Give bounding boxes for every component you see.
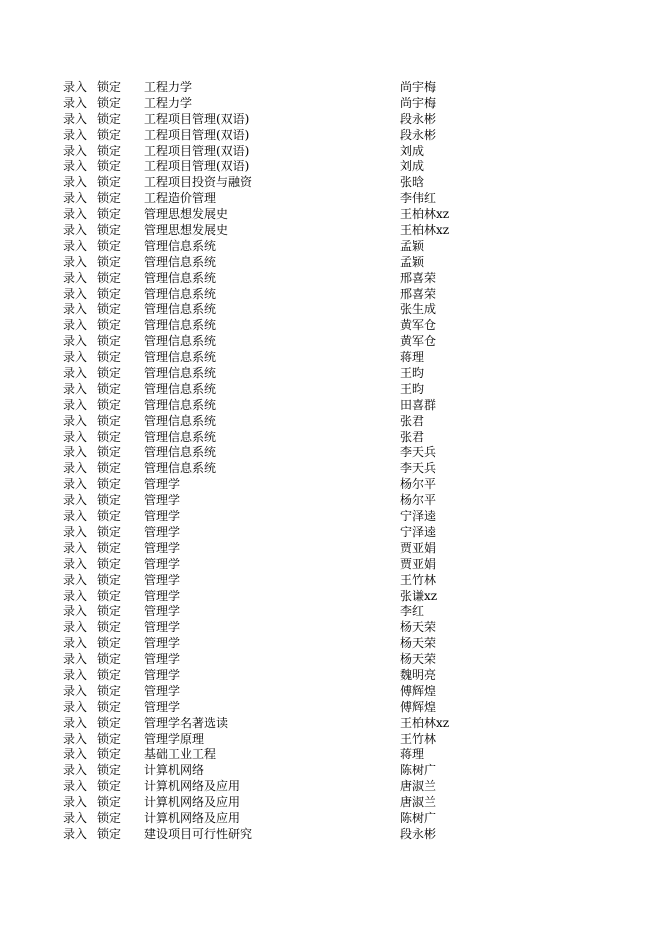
table-row xyxy=(0,732,662,748)
lock-cell: 锁定 xyxy=(97,620,122,635)
lock-cell: 锁定 xyxy=(97,286,122,301)
course-name-cell: 工程项目管理(双语) xyxy=(144,111,250,126)
table-row xyxy=(0,175,662,191)
course-name-cell: 管理信息系统 xyxy=(144,429,217,444)
teacher-name-cell: 邢喜荣 xyxy=(400,270,437,285)
teacher-name-cell: 邢喜荣 xyxy=(400,286,437,301)
course-name-cell: 管理信息系统 xyxy=(144,381,217,396)
lock-cell: 锁定 xyxy=(97,397,122,412)
course-name-cell: 管理信息系统 xyxy=(144,366,217,381)
status-cell: 录入 xyxy=(63,652,88,667)
status-cell: 录入 xyxy=(63,795,88,810)
teacher-name-cell: 张晗 xyxy=(400,175,425,190)
table-row xyxy=(0,604,662,620)
lock-cell: 锁定 xyxy=(97,350,122,365)
lock-cell: 锁定 xyxy=(97,191,122,206)
teacher-name-cell: 田喜群 xyxy=(400,397,437,412)
course-name-cell: 管理学 xyxy=(144,524,181,539)
status-cell: 录入 xyxy=(63,556,88,571)
table-row xyxy=(0,525,662,541)
table-row xyxy=(0,684,662,700)
table-row xyxy=(0,302,662,318)
status-cell: 录入 xyxy=(63,286,88,301)
teacher-name-cell: 李红 xyxy=(400,604,425,619)
lock-cell: 锁定 xyxy=(97,254,122,269)
teacher-name-cell: 孟颖 xyxy=(400,238,425,253)
lock-cell: 锁定 xyxy=(97,715,122,730)
teacher-name-cell: 李天兵 xyxy=(400,461,437,476)
table-row xyxy=(0,287,662,303)
course-name-cell: 管理信息系统 xyxy=(144,413,217,428)
lock-cell: 锁定 xyxy=(97,795,122,810)
teacher-name-cell: 杨尔平 xyxy=(400,477,437,492)
status-cell: 录入 xyxy=(63,731,88,746)
teacher-name-cell: 张生成 xyxy=(400,302,437,317)
teacher-name-cell: 傅辉煌 xyxy=(400,683,437,698)
course-name-cell: 工程项目管理(双语) xyxy=(144,127,250,142)
status-cell: 录入 xyxy=(63,80,88,94)
teacher-name-cell: 王昀 xyxy=(400,381,425,396)
lock-cell: 锁定 xyxy=(97,572,122,587)
course-name-cell: 管理信息系统 xyxy=(144,318,217,333)
teacher-name-cell: 孟颖 xyxy=(400,254,425,269)
teacher-name-cell: 王柏林xz xyxy=(400,207,450,222)
lock-cell: 锁定 xyxy=(97,143,122,158)
table-row xyxy=(0,573,662,589)
teacher-name-cell: 王竹林 xyxy=(400,572,437,587)
teacher-name-cell: 段永彬 xyxy=(400,826,437,841)
lock-cell: 锁定 xyxy=(97,683,122,698)
lock-cell: 锁定 xyxy=(97,334,122,349)
teacher-name-cell: 蒋理 xyxy=(400,747,425,762)
course-name-cell: 管理信息系统 xyxy=(144,445,217,460)
teacher-name-cell: 张君 xyxy=(400,429,425,444)
table-row xyxy=(0,589,662,605)
lock-cell: 锁定 xyxy=(97,763,122,778)
status-cell: 录入 xyxy=(63,509,88,524)
status-cell: 录入 xyxy=(63,636,88,651)
lock-cell: 锁定 xyxy=(97,540,122,555)
course-name-cell: 工程项目投资与融资 xyxy=(144,175,253,190)
course-name-cell: 管理学 xyxy=(144,540,181,555)
teacher-name-cell: 贾亚娟 xyxy=(400,540,437,555)
lock-cell: 锁定 xyxy=(97,95,122,110)
lock-cell: 锁定 xyxy=(97,477,122,492)
table-row xyxy=(0,398,662,414)
course-name-cell: 管理学 xyxy=(144,667,181,682)
status-cell: 录入 xyxy=(63,620,88,635)
teacher-name-cell: 段永彬 xyxy=(400,127,437,142)
status-cell: 录入 xyxy=(63,477,88,492)
teacher-name-cell: 魏明亮 xyxy=(400,667,437,682)
lock-cell: 锁定 xyxy=(97,556,122,571)
status-cell: 录入 xyxy=(63,667,88,682)
table-row xyxy=(0,191,662,207)
status-cell: 录入 xyxy=(63,429,88,444)
teacher-name-cell: 尚宇梅 xyxy=(400,95,437,110)
course-name-cell: 管理信息系统 xyxy=(144,350,217,365)
course-name-cell: 计算机网络 xyxy=(144,763,205,778)
table-row xyxy=(0,763,662,779)
table-row xyxy=(0,747,662,763)
status-cell: 录入 xyxy=(63,238,88,253)
table-row xyxy=(0,207,662,223)
course-name-cell: 管理学 xyxy=(144,620,181,635)
course-name-cell: 工程项目管理(双语) xyxy=(144,143,250,158)
status-cell: 录入 xyxy=(63,191,88,206)
lock-cell: 锁定 xyxy=(97,810,122,825)
teacher-name-cell: 宁泽逵 xyxy=(400,524,437,539)
teacher-name-cell: 张谦xz xyxy=(400,588,438,603)
status-cell: 录入 xyxy=(63,763,88,778)
course-name-cell: 工程力学 xyxy=(144,95,193,110)
course-name-cell: 管理信息系统 xyxy=(144,302,217,317)
status-cell: 录入 xyxy=(63,461,88,476)
lock-cell: 锁定 xyxy=(97,667,122,682)
course-name-cell: 管理学 xyxy=(144,636,181,651)
table-row xyxy=(0,557,662,573)
lock-cell: 锁定 xyxy=(97,747,122,762)
lock-cell: 锁定 xyxy=(97,223,122,238)
teacher-name-cell: 王柏林xz xyxy=(400,223,450,238)
table-row xyxy=(0,461,662,477)
lock-cell: 锁定 xyxy=(97,413,122,428)
status-cell: 录入 xyxy=(63,143,88,158)
teacher-name-cell: 陈树广 xyxy=(400,763,437,778)
table-row xyxy=(0,382,662,398)
course-name-cell: 工程造价管理 xyxy=(144,191,217,206)
table-row xyxy=(0,493,662,509)
course-name-cell: 管理信息系统 xyxy=(144,270,217,285)
teacher-name-cell: 杨天荣 xyxy=(400,620,437,635)
table-row xyxy=(0,668,662,684)
table-row xyxy=(0,700,662,716)
status-cell: 录入 xyxy=(63,366,88,381)
course-name-cell: 管理信息系统 xyxy=(144,334,217,349)
course-name-cell: 管理信息系统 xyxy=(144,286,217,301)
course-name-cell: 管理学 xyxy=(144,509,181,524)
table-row xyxy=(0,811,662,827)
teacher-name-cell: 王柏林xz xyxy=(400,715,450,730)
course-name-cell: 管理信息系统 xyxy=(144,461,217,476)
lock-cell: 锁定 xyxy=(97,604,122,619)
table-row xyxy=(0,541,662,557)
table-row xyxy=(0,430,662,446)
course-table xyxy=(0,80,662,843)
lock-cell: 锁定 xyxy=(97,731,122,746)
course-name-cell: 计算机网络及应用 xyxy=(144,795,241,810)
lock-cell: 锁定 xyxy=(97,127,122,142)
lock-cell: 锁定 xyxy=(97,429,122,444)
table-row xyxy=(0,223,662,239)
table-row xyxy=(0,334,662,350)
status-cell: 录入 xyxy=(63,572,88,587)
teacher-name-cell: 王竹林 xyxy=(400,731,437,746)
status-cell: 录入 xyxy=(63,254,88,269)
lock-cell: 锁定 xyxy=(97,524,122,539)
course-name-cell: 管理思想发展史 xyxy=(144,223,229,238)
table-row xyxy=(0,477,662,493)
status-cell: 录入 xyxy=(63,350,88,365)
teacher-name-cell: 黄军仓 xyxy=(400,334,437,349)
teacher-name-cell: 陈树广 xyxy=(400,810,437,825)
lock-cell: 锁定 xyxy=(97,699,122,714)
status-cell: 录入 xyxy=(63,270,88,285)
table-row xyxy=(0,128,662,144)
status-cell: 录入 xyxy=(63,699,88,714)
table-row xyxy=(0,144,662,160)
status-cell: 录入 xyxy=(63,826,88,841)
status-cell: 录入 xyxy=(63,493,88,508)
course-name-cell: 管理思想发展史 xyxy=(144,207,229,222)
course-name-cell: 管理学 xyxy=(144,572,181,587)
teacher-name-cell: 王昀 xyxy=(400,366,425,381)
status-cell: 录入 xyxy=(63,302,88,317)
lock-cell: 锁定 xyxy=(97,636,122,651)
course-name-cell: 计算机网络及应用 xyxy=(144,810,241,825)
lock-cell: 锁定 xyxy=(97,159,122,174)
lock-cell: 锁定 xyxy=(97,207,122,222)
status-cell: 录入 xyxy=(63,715,88,730)
status-cell: 录入 xyxy=(63,223,88,238)
status-cell: 录入 xyxy=(63,95,88,110)
teacher-name-cell: 唐淑兰 xyxy=(400,779,437,794)
status-cell: 录入 xyxy=(63,524,88,539)
lock-cell: 锁定 xyxy=(97,80,122,94)
table-row xyxy=(0,159,662,175)
table-row xyxy=(0,414,662,430)
course-name-cell: 管理学 xyxy=(144,493,181,508)
course-name-cell: 管理学 xyxy=(144,699,181,714)
table-row xyxy=(0,318,662,334)
lock-cell: 锁定 xyxy=(97,270,122,285)
status-cell: 录入 xyxy=(63,111,88,126)
table-row xyxy=(0,271,662,287)
teacher-name-cell: 傅辉煌 xyxy=(400,699,437,714)
course-name-cell: 工程力学 xyxy=(144,80,193,94)
lock-cell: 锁定 xyxy=(97,175,122,190)
course-name-cell: 管理学原理 xyxy=(144,731,205,746)
status-cell: 录入 xyxy=(63,175,88,190)
table-row xyxy=(0,366,662,382)
status-cell: 录入 xyxy=(63,318,88,333)
course-name-cell: 管理信息系统 xyxy=(144,238,217,253)
course-name-cell: 计算机网络及应用 xyxy=(144,779,241,794)
lock-cell: 锁定 xyxy=(97,318,122,333)
lock-cell: 锁定 xyxy=(97,445,122,460)
lock-cell: 锁定 xyxy=(97,111,122,126)
table-row xyxy=(0,827,662,843)
lock-cell: 锁定 xyxy=(97,588,122,603)
status-cell: 录入 xyxy=(63,127,88,142)
status-cell: 录入 xyxy=(63,604,88,619)
table-row xyxy=(0,795,662,811)
teacher-name-cell: 宁泽逵 xyxy=(400,509,437,524)
status-cell: 录入 xyxy=(63,397,88,412)
status-cell: 录入 xyxy=(63,588,88,603)
teacher-name-cell: 尚宇梅 xyxy=(400,80,437,94)
lock-cell: 锁定 xyxy=(97,779,122,794)
course-name-cell: 管理学 xyxy=(144,683,181,698)
teacher-name-cell: 蒋理 xyxy=(400,350,425,365)
course-name-cell: 管理学 xyxy=(144,604,181,619)
teacher-name-cell: 杨尔平 xyxy=(400,493,437,508)
lock-cell: 锁定 xyxy=(97,302,122,317)
status-cell: 录入 xyxy=(63,779,88,794)
teacher-name-cell: 刘成 xyxy=(400,143,425,158)
status-cell: 录入 xyxy=(63,747,88,762)
lock-cell: 锁定 xyxy=(97,652,122,667)
status-cell: 录入 xyxy=(63,207,88,222)
course-name-cell: 管理学 xyxy=(144,652,181,667)
table-row xyxy=(0,620,662,636)
table-row xyxy=(0,509,662,525)
lock-cell: 锁定 xyxy=(97,493,122,508)
course-name-cell: 工程项目管理(双语) xyxy=(144,159,250,174)
status-cell: 录入 xyxy=(63,413,88,428)
table-row xyxy=(0,350,662,366)
course-name-cell: 管理学 xyxy=(144,588,181,603)
table-row xyxy=(0,652,662,668)
teacher-name-cell: 贾亚娟 xyxy=(400,556,437,571)
course-name-cell: 管理学 xyxy=(144,477,181,492)
teacher-name-cell: 黄军仓 xyxy=(400,318,437,333)
lock-cell: 锁定 xyxy=(97,509,122,524)
status-cell: 录入 xyxy=(63,381,88,396)
lock-cell: 锁定 xyxy=(97,238,122,253)
status-cell: 录入 xyxy=(63,810,88,825)
table-row xyxy=(0,716,662,732)
course-name-cell: 管理信息系统 xyxy=(144,397,217,412)
table-row xyxy=(0,112,662,128)
table-row xyxy=(0,779,662,795)
teacher-name-cell: 刘成 xyxy=(400,159,425,174)
teacher-name-cell: 李天兵 xyxy=(400,445,437,460)
status-cell: 录入 xyxy=(63,445,88,460)
lock-cell: 锁定 xyxy=(97,826,122,841)
table-row xyxy=(0,636,662,652)
teacher-name-cell: 杨天荣 xyxy=(400,636,437,651)
status-cell: 录入 xyxy=(63,683,88,698)
lock-cell: 锁定 xyxy=(97,461,122,476)
teacher-name-cell: 张君 xyxy=(400,413,425,428)
course-name-cell: 管理学名著选读 xyxy=(144,715,229,730)
course-name-cell: 建设项目可行性研究 xyxy=(144,826,253,841)
course-name-cell: 管理学 xyxy=(144,556,181,571)
course-name-cell: 基础工业工程 xyxy=(144,747,217,762)
teacher-name-cell: 段永彬 xyxy=(400,111,437,126)
course-name-cell: 管理信息系统 xyxy=(144,254,217,269)
table-row xyxy=(0,96,662,112)
teacher-name-cell: 杨天荣 xyxy=(400,652,437,667)
lock-cell: 锁定 xyxy=(97,381,122,396)
status-cell: 录入 xyxy=(63,334,88,349)
teacher-name-cell: 李伟红 xyxy=(400,191,437,206)
teacher-name-cell: 唐淑兰 xyxy=(400,795,437,810)
status-cell: 录入 xyxy=(63,540,88,555)
table-row xyxy=(0,80,662,96)
status-cell: 录入 xyxy=(63,159,88,174)
table-row xyxy=(0,255,662,271)
table-row xyxy=(0,239,662,255)
lock-cell: 锁定 xyxy=(97,366,122,381)
table-row xyxy=(0,445,662,461)
